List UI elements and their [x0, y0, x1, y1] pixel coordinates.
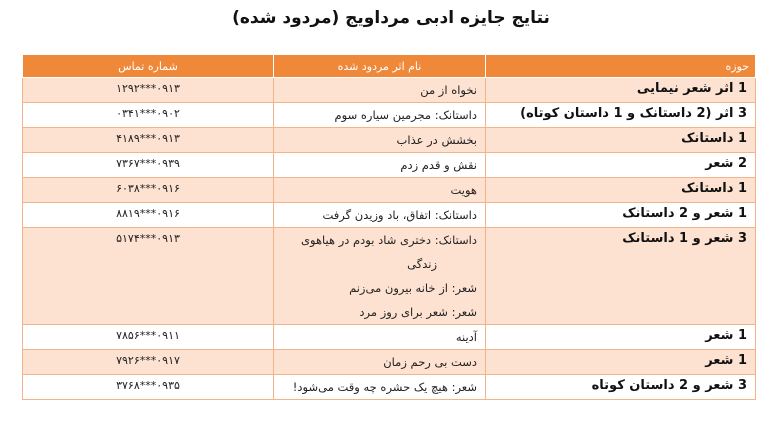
cell-work: [274, 128, 486, 153]
cell-work: [274, 178, 486, 203]
cell-work: [274, 153, 486, 178]
work-line: شعر: هیچ یک حشره چه وقت می‌شود!: [292, 380, 477, 394]
table-row: [23, 325, 756, 350]
cell-contact: ۰۹۳۹***۷۳۶۷: [23, 153, 274, 178]
table-row: [23, 178, 756, 203]
cell-contact: ۰۹۱۳***۱۲۹۲: [23, 78, 274, 103]
cell-contact: ۰۹۱۳***۴۱۸۹: [23, 128, 274, 153]
work-line: داستانک: دختری شاد بودم در هیاهوی: [301, 233, 477, 247]
work-line: نخواه از من: [420, 83, 477, 97]
cell-field: 3 اثر (2 داستانک و 1 داستان کوتاه): [486, 103, 756, 128]
work-line: داستانک: مجرمین سیاره سوم: [334, 108, 477, 122]
work-line: هویت: [450, 183, 477, 197]
cell-field: 3 شعر و 1 داستانک: [486, 228, 756, 325]
cell-field: 1 شعر: [486, 350, 756, 375]
table-row: [23, 203, 756, 228]
header-contact: شماره تماس: [23, 55, 274, 78]
work-line: شعر: شعر برای روز مرد: [359, 305, 477, 319]
cell-contact: ۰۹۰۲***۰۳۴۱: [23, 103, 274, 128]
cell-field: 1 شعر: [486, 325, 756, 350]
cell-contact: ۰۹۱۶***۸۸۱۹: [23, 203, 274, 228]
cell-field: 3 شعر و 2 داستان کوتاه: [486, 375, 756, 400]
table-row: [23, 375, 756, 400]
header-field: حوزه: [486, 55, 756, 78]
work-line: بخشش در عذاب: [396, 133, 477, 147]
work-line: آدینه: [455, 330, 477, 344]
page-title: نتایج جایزه ادبی مرداویج (مردود شده): [232, 8, 550, 28]
table-row: [23, 78, 756, 103]
work-line: نقش و قدم زدم: [400, 158, 477, 172]
cell-field: 1 داستانک: [486, 178, 756, 203]
cell-contact: ۰۹۱۷***۷۹۲۶: [23, 350, 274, 375]
cell-work: [274, 228, 486, 325]
work-line: دست بی رحم زمان: [383, 355, 477, 369]
results-table: [22, 54, 756, 400]
cell-work: [274, 78, 486, 103]
table-row: [23, 350, 756, 375]
table-header-row: [23, 55, 756, 78]
table-row: [23, 103, 756, 128]
work-line: شعر: از خانه بیرون می‌زنم: [349, 281, 477, 295]
table-row: [23, 153, 756, 178]
cell-contact: ۰۹۱۶***۶۰۳۸: [23, 178, 274, 203]
cell-contact: ۰۹۳۵***۳۷۶۸: [23, 375, 274, 400]
cell-field: 1 داستانک: [486, 128, 756, 153]
table-row: [23, 128, 756, 153]
cell-field: 2 شعر: [486, 153, 756, 178]
cell-field: 1 شعر و 2 داستانک: [486, 203, 756, 228]
cell-work: [274, 325, 486, 350]
cell-field: 1 اثر شعر نیمایی: [486, 78, 756, 103]
cell-work: [274, 203, 486, 228]
table-row: [23, 228, 756, 325]
cell-work: [274, 350, 486, 375]
cell-work: [274, 375, 486, 400]
work-line: داستانک: اتفاق، باد وزیدن گرفت: [322, 208, 477, 222]
header-work: نام اثر مردود شده: [274, 55, 486, 78]
cell-work: [274, 103, 486, 128]
work-line: زندگی: [407, 257, 437, 271]
cell-contact: ۰۹۱۳***۵۱۷۴: [23, 228, 274, 325]
cell-contact: ۰۹۱۱***۷۸۵۶: [23, 325, 274, 350]
